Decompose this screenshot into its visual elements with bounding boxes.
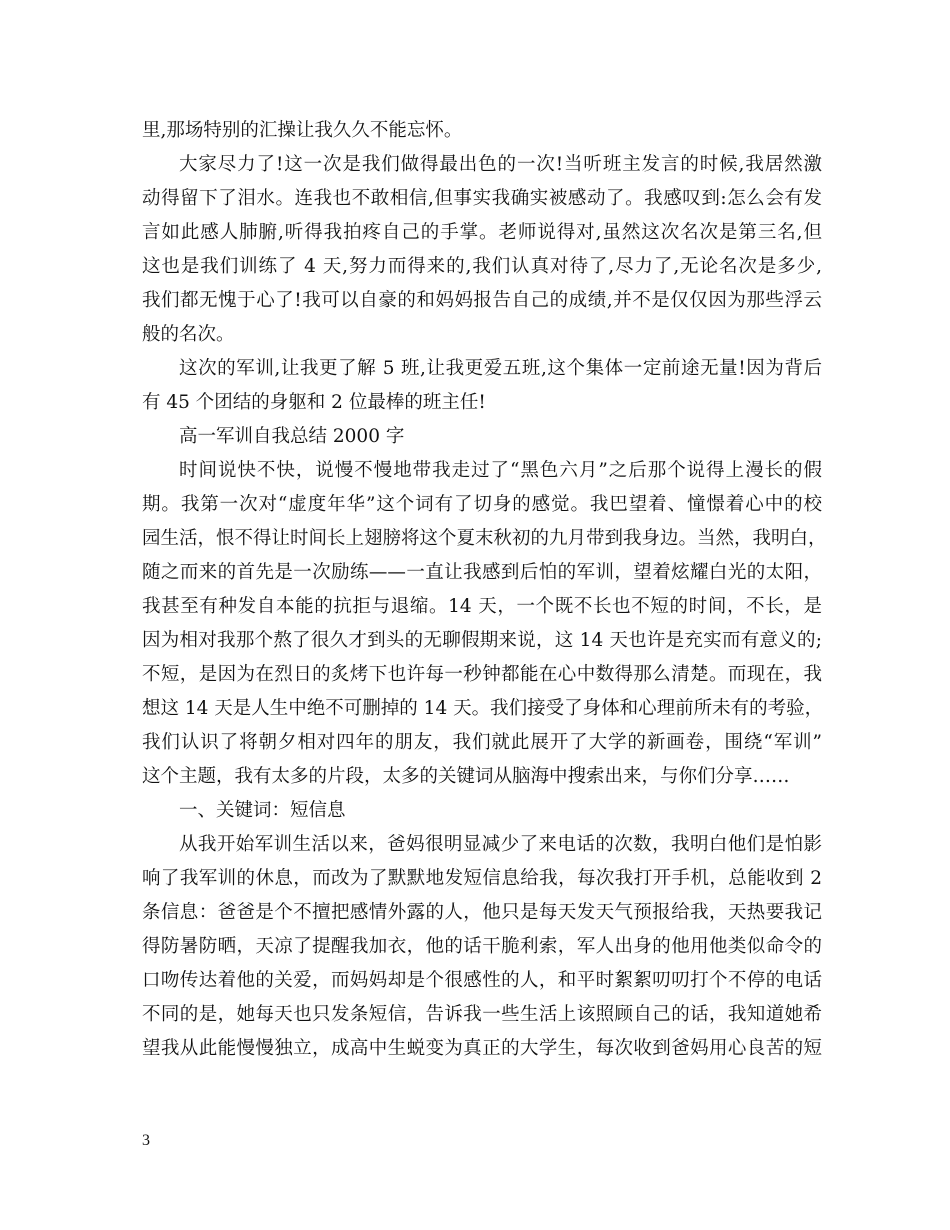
- text-line: 期。我第一次对“虚度年华”这个词有了切身的感觉。我巴望着、憧憬着心中的校: [142, 494, 822, 515]
- text-line: 响了我军训的休息，而改为了默默地发短信息给我，每次我打开手机，总能收到 2: [142, 868, 822, 889]
- text-line: 这次的军训,让我更了解 5 班,让我更爱五班,这个集体一定前途无量!因为背后: [179, 358, 822, 379]
- text-line: 望我从此能慢慢独立，成高中生蜕变为真正的大学生，每次收到爸妈用心良苦的短: [142, 1038, 822, 1059]
- text-line: 我们都无愧于心了!我可以自豪的和妈妈报告自己的成绩,并不是仅仅因为那些浮云: [142, 290, 822, 311]
- document-body: [142, 114, 827, 1066]
- text-line: 有 45 个团结的身躯和 2 位最棒的班主任!: [142, 392, 486, 413]
- text-line: 里,那场特别的汇操让我久久不能忘怀。: [142, 120, 463, 141]
- text-line: 这个主题，我有太多的片段，太多的关键词从脑海中搜索出来，与你们分享……: [142, 766, 790, 787]
- text-line: 高一军训自我总结 2000 字: [179, 426, 405, 447]
- text-line: 大家尽力了!这一次是我们做得最出色的一次!当听班主发言的时候,我居然激: [179, 154, 822, 175]
- text-line: 口吻传达着他的关爱，而妈妈却是个很感性的人，和平时絮絮叨叨打个不停的电话: [142, 970, 822, 991]
- text-line: 从我开始军训生活以来，爸妈很明显减少了来电话的次数，我明白他们是怕影: [179, 834, 822, 855]
- text-line: 得防暑防晒，天凉了提醒我加衣，他的话干脆利索，军人出身的他用他类似命令的: [142, 936, 822, 957]
- text-line: 想这 14 天是人生中绝不可删掉的 14 天。我们接受了身体和心理前所未有的考验，: [142, 698, 824, 719]
- page-number: 3: [142, 1132, 150, 1149]
- text-line: 我们认识了将朝夕相对四年的朋友，我们就此展开了大学的新画卷，围绕“军训”: [142, 732, 822, 753]
- text-line: 不同的是，她每天也只发条短信，告诉我一些生活上该照顾自己的话，我知道她希: [142, 1004, 822, 1025]
- text-line: 言如此感人肺腑,听得我拍疼自己的手掌。老师说得对,虽然这次名次是第三名,但: [142, 222, 822, 243]
- text-line: 随之而来的首先是一次励练——一直让我感到后怕的军训，望着炫耀白光的太阳，: [142, 562, 822, 583]
- text-line: 条信息：爸爸是个不擅把感情外露的人，他只是每天发天气预报给我，天热要我记: [142, 902, 822, 923]
- text-line: 一、关键词：短信息: [179, 800, 346, 821]
- text-line: 这也是我们训练了 4 天,努力而得来的,我们认真对待了,尽力了,无论名次是多少,: [142, 256, 822, 277]
- text-line: 动得留下了泪水。连我也不敢相信,但事实我确实被感动了。我感叹到:怎么会有发: [142, 188, 822, 209]
- text-line: 时间说快不快，说慢不慢地带我走过了“黑色六月”之后那个说得上漫长的假: [179, 460, 822, 481]
- text-line: 不短，是因为在烈日的炙烤下也许每一秒钟都能在心中数得那么清楚。而现在，我: [142, 664, 822, 685]
- text-line: 因为相对我那个熬了很久才到头的无聊假期来说，这 14 天也许是充实而有意义的;: [142, 630, 822, 651]
- text-line: 般的名次。: [142, 324, 235, 345]
- text-line: 园生活，恨不得让时间长上翅膀将这个夏末秋初的九月带到我身边。当然，我明白，: [142, 528, 827, 549]
- text-line: 我甚至有种发自本能的抗拒与退缩。14 天，一个既不长也不短的时间，不长，是: [142, 596, 822, 617]
